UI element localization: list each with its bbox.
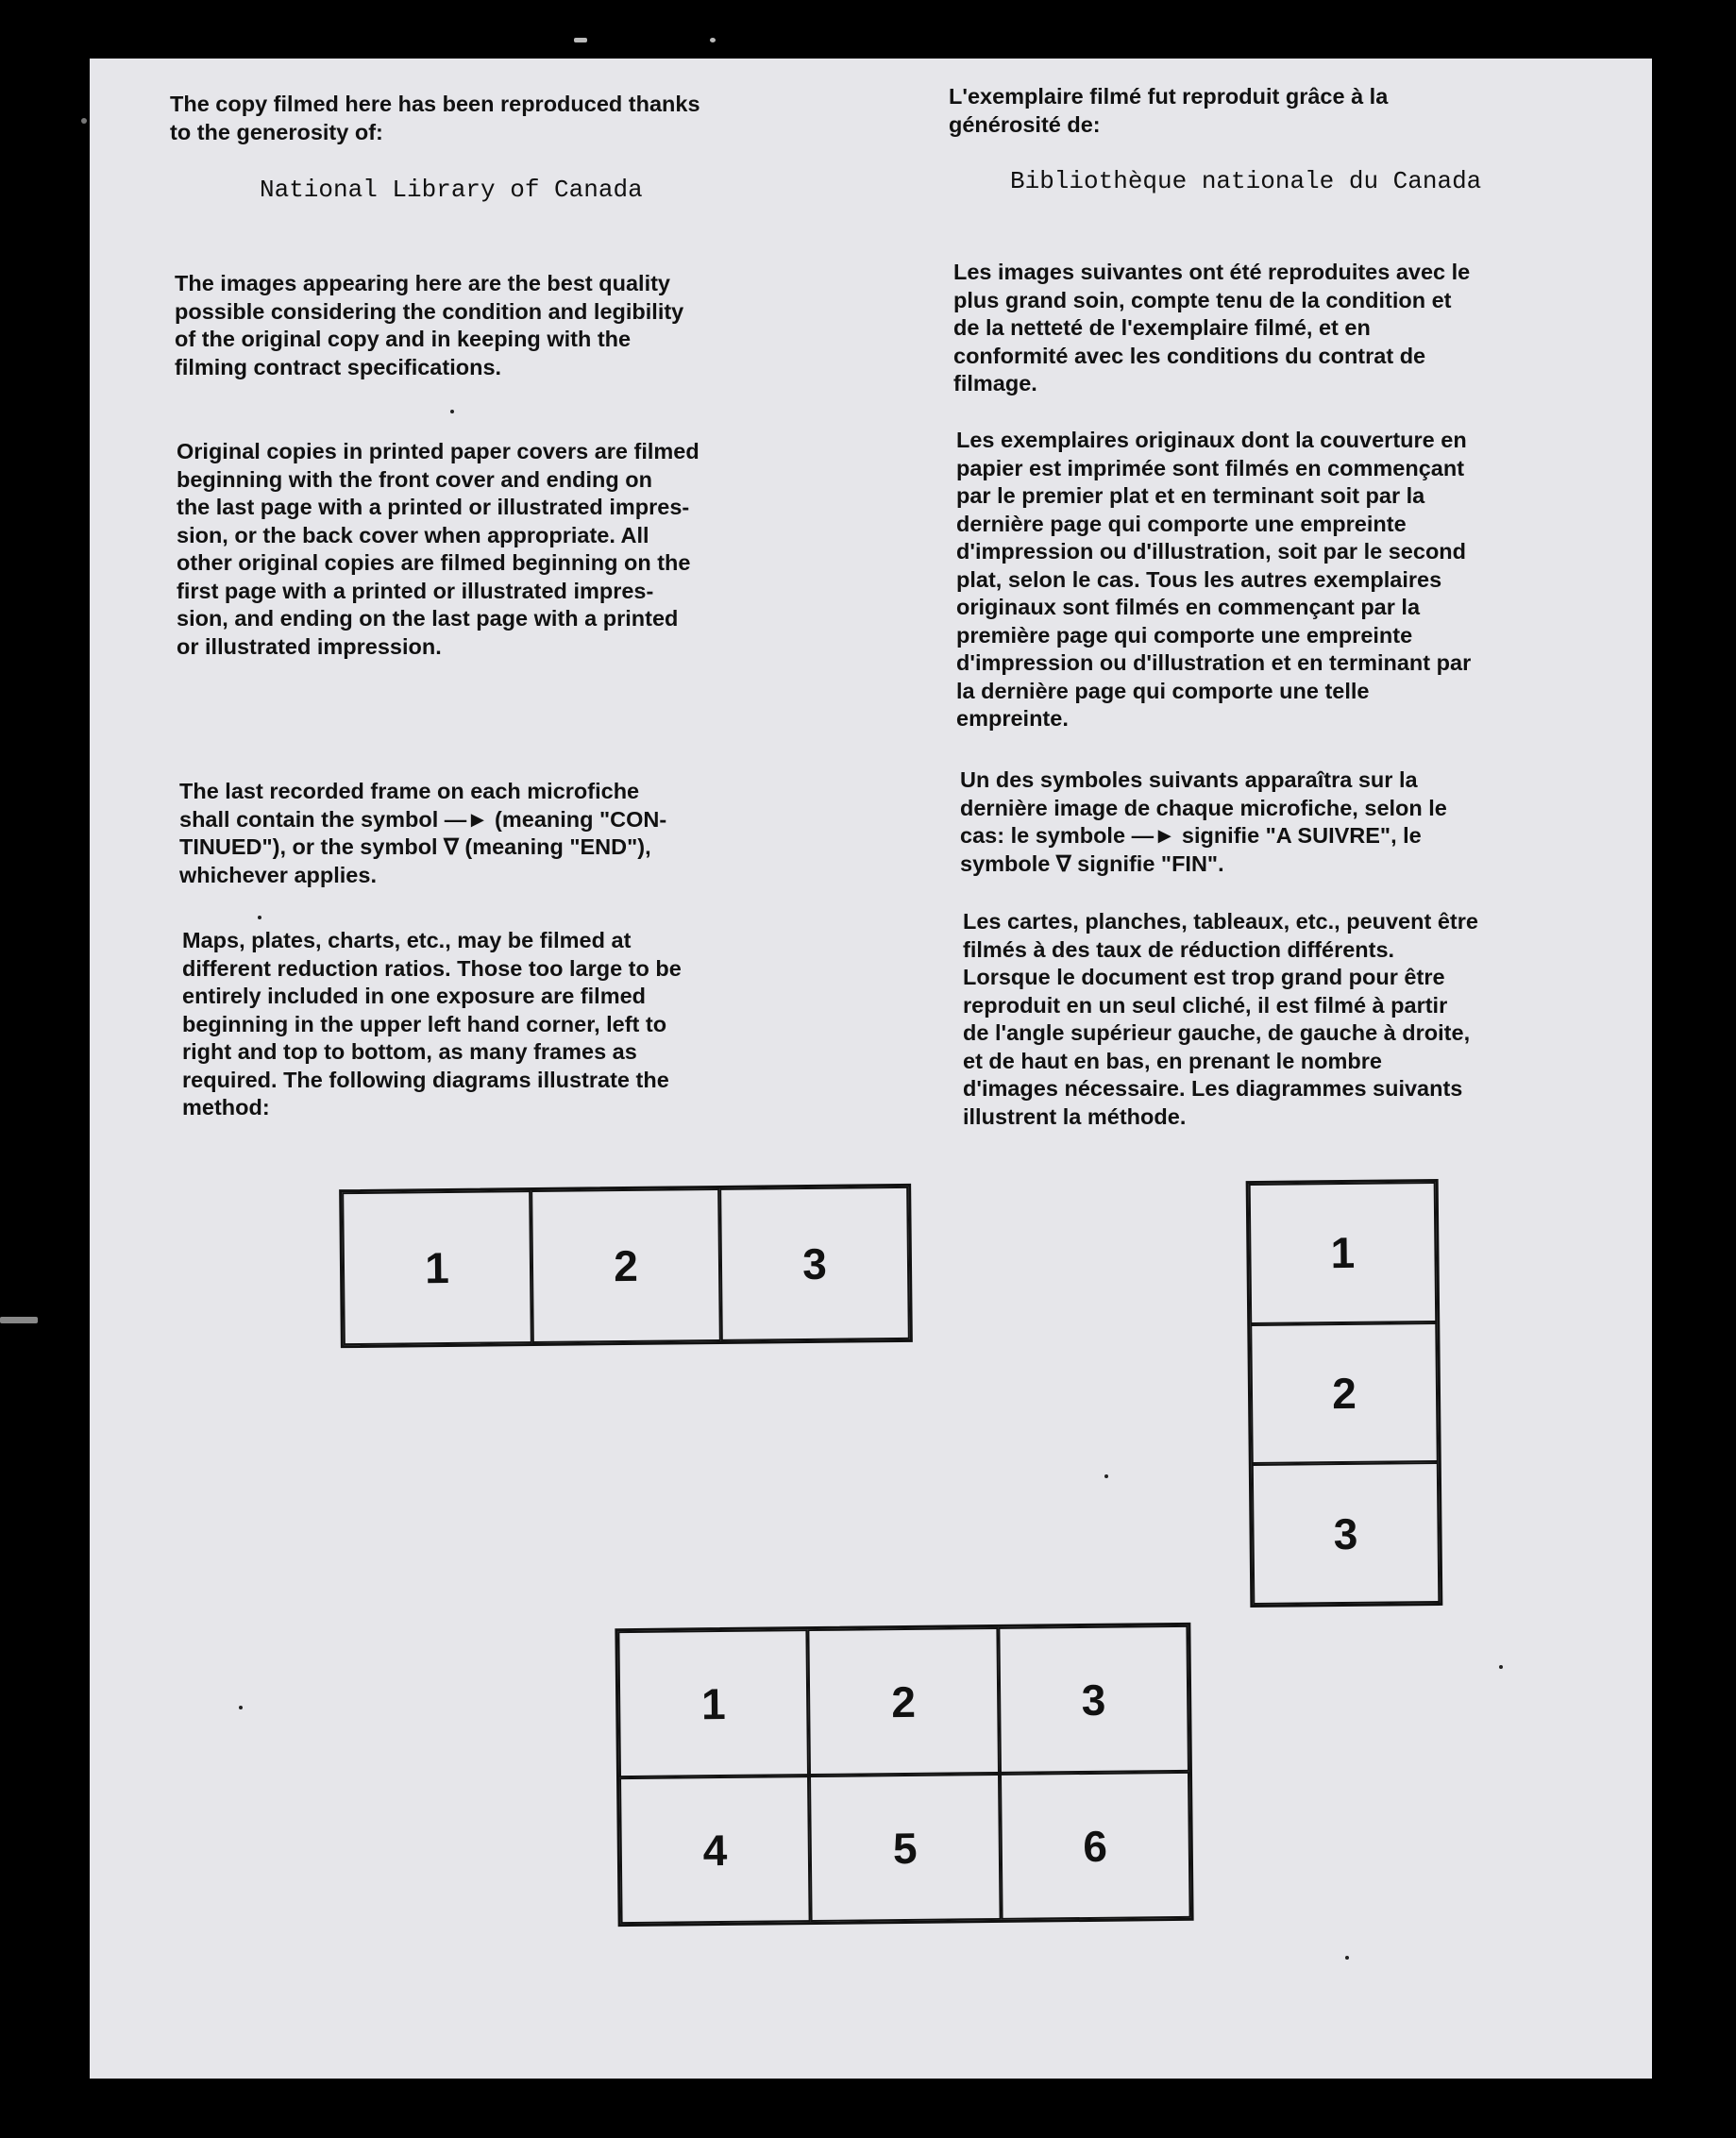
frame-cell: 6 — [1000, 1772, 1191, 1920]
diagram-grid — [615, 1623, 1193, 1927]
left-quality: The images appearing here are the best quality possible considering the condition and legibility of the original copy and in keeping with the filming contract specifications. — [175, 271, 684, 379]
frame-cell: 4 — [619, 1776, 811, 1924]
left-symbols-text-1: The last recorded frame on each microfiche shall contain the symbol — [179, 779, 640, 832]
frame-cell: 1 — [1249, 1182, 1438, 1324]
frame-cell: 2 — [808, 1627, 1000, 1776]
right-thanks: L'exemplaire filmé fut reproduit grâce à la générosité de: — [949, 84, 1389, 137]
border-mark — [81, 118, 87, 124]
scan-speck — [1345, 1956, 1349, 1960]
fin-triangle-icon: ∇ — [1055, 850, 1071, 876]
frame-cell: 5 — [809, 1774, 1001, 1922]
scan-speck — [1499, 1665, 1503, 1669]
right-symbols — [960, 766, 1621, 878]
scan-speck — [1104, 1474, 1108, 1478]
left-library-name: National Library of Canada — [260, 176, 643, 204]
continued-arrow-icon: —► — [444, 806, 489, 832]
right-library-name: Bibliothèque nationale du Canada — [1010, 167, 1482, 195]
scan-speck — [239, 1706, 243, 1709]
frame-cell: 3 — [1252, 1462, 1441, 1605]
end-triangle-icon: ∇ — [444, 834, 459, 859]
diagram-vertical — [1246, 1179, 1443, 1608]
document-page — [90, 59, 1652, 2079]
frame-cell: 3 — [998, 1625, 1189, 1774]
scan-speck — [258, 916, 261, 919]
frame-cell: 3 — [719, 1187, 910, 1341]
frame-cell: 1 — [342, 1190, 532, 1345]
suivre-arrow-icon: —► — [1131, 823, 1176, 848]
left-maps: Maps, plates, charts, etc., may be filmed at different reduction ratios. Those too large to be entirely included in one exposure are filmed beginning in the upper left hand corner, left to right and top to bottom, as many frames as required. The following diagrams illustrate the method: — [182, 928, 682, 1120]
left-symbols-text-3: (meaning "END"), whichever applies. — [179, 834, 651, 887]
frame-cell: 2 — [1250, 1322, 1439, 1465]
right-maps: Les cartes, planches, tableaux, etc., peuvent être filmés à des taux de réduction différents. Lorsque le document est trop grand pour être reproduit en un seul cliché, il est filmé à partir de l'angle supérieur gauche, de gauche à droite, et de haut en bas, en prenant le nombre d'images nécessaire. Les diagrammes suivants illustrent la méthode. — [963, 909, 1478, 1129]
left-symbols — [179, 778, 840, 889]
right-symbols-text-3: signifie "FIN". — [1070, 850, 1224, 876]
frame-cell: 1 — [617, 1629, 809, 1777]
diagram-horizontal — [339, 1184, 913, 1348]
right-originals: Les exemplaires originaux dont la couverture en papier est imprimée sont filmés en commençant par le premier plat et en terminant soit par la dernière page qui comporte une empreinte d'impression ou d'illustration, soit par le second plat, selon le cas. Tous les autres exemplaires originaux sont filmés en commençant par la première page qui comporte une empreinte d'impression ou d'illustration et en terminant par la dernière page qui comporte une telle empreinte. — [956, 428, 1472, 731]
left-symbols-text-2: (meaning "CON- TINUED"), or the symbol — [179, 806, 667, 859]
right-quality: Les images suivantes ont été reproduites avec le plus grand soin, compte tenu de la condition et de la netteté de l'exemplaire filmé, et en conformité avec les conditions du contrat de filmage. — [953, 260, 1471, 396]
left-thanks: The copy filmed here has been reproduced thanks to the generosity of: — [170, 92, 700, 144]
right-symbols-text-2: signifie "A SUIVRE", le symbole — [960, 823, 1422, 876]
scan-speck — [450, 410, 454, 413]
border-mark — [710, 38, 716, 42]
border-mark — [0, 1317, 38, 1323]
right-symbols-text-1: Un des symboles suivants apparaîtra sur la dernière image de chaque microfiche, selon le cas: le symbole — [960, 767, 1447, 848]
frame-cell: 2 — [531, 1188, 721, 1343]
border-mark — [574, 38, 587, 42]
left-originals: Original copies in printed paper covers are filmed beginning with the front cover and ending on the last page with a printed or illustrated impres- sion, or the back cover when appropriate. All other original copies are filmed beginning on the first page with a printed or illustrated impres- sion, and ending on the last page with a printed or illustrated impression. — [177, 439, 699, 659]
